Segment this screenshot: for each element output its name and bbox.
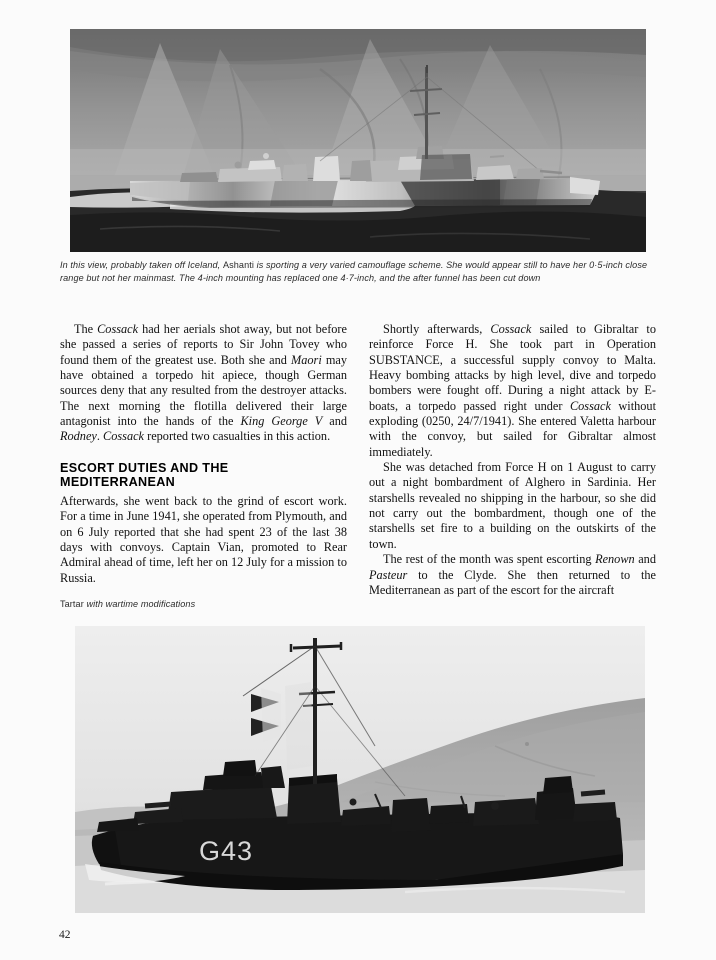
tartar-photograph-artwork xyxy=(75,626,645,913)
run-text: . xyxy=(96,429,104,444)
ashanti-photograph-artwork xyxy=(70,29,646,252)
run-text: without exploding (0250, 24/7/1941). She entered Valetta harbour with the convoy, but sailed for Gibraltar almost immediately. xyxy=(369,398,656,459)
caption-lead-text: In this view, probably taken off Iceland, xyxy=(60,260,223,270)
ship-name-pasteur: Pasteur xyxy=(369,567,408,582)
paragraph-renown-pasteur-escort xyxy=(369,552,656,598)
section-heading-line-1: ESCORT DUTIES AND THE xyxy=(60,460,229,475)
run-text: and xyxy=(322,414,347,429)
caption-ship-name: Tartar xyxy=(60,599,84,609)
ship-name-king-george-v: King George V xyxy=(240,414,323,429)
run-text: She was detached from Force H on 1 August to carry out a night bombardment of Alghero in Sardinia. Her starshells revealed no shipping in the harbour, so she did not carry out the bombardment, though one of the starshells set fire to a building on the outskirts of the town. xyxy=(369,460,656,551)
run-text: Afterwards, she went back to the grind of escort work. For a time in June 1941, she operated from Plymouth, and on 6 July reported that she had spent 23 of the last 38 days with convoys. Captain Vian, promoted to Rear Admiral ahead of time, left her on 12 July for a mission to Russia. xyxy=(60,493,347,585)
run-text: may have obtained a torpedo hit apiece, though German sources deny that any resulted from the destroyer attacks. The next morning the flotilla delivered their large antagonist into the hands of the xyxy=(60,352,347,429)
page-number: 42 xyxy=(59,929,71,941)
section-heading-escort-duties xyxy=(60,461,347,490)
run-text: reported two casualties in this action. xyxy=(144,429,331,444)
body-column-left xyxy=(60,322,347,586)
body-column-right xyxy=(369,322,656,598)
run-text: The xyxy=(74,322,98,336)
ship-name-cossack: Cossack xyxy=(97,322,139,336)
ship-name-maori: Maori xyxy=(291,352,322,367)
pennant-number-label: G43 xyxy=(199,836,254,866)
caption-rest-text: with wartime modifications xyxy=(83,599,196,609)
paragraph-escort-grind xyxy=(60,494,347,586)
run-text: Shortly afterwards, xyxy=(383,322,491,336)
paragraph-operation-substance xyxy=(369,322,656,460)
caption-rest-text: is sporting a very varied camouflage scheme. She would appear still to have her 0·5-inch close range but not her mainmast. The 4-inch mounting has replaced one 4·7-inch, and the after funnel has been cut down xyxy=(60,260,648,284)
run-text: to the Clyde. She then returned to the Mediterranean as part of the escort for the aircraft xyxy=(369,567,656,597)
paragraph-cossack-aerials xyxy=(60,322,347,445)
run-text: sailed to Gibraltar to reinforce Force H. She took part in Operation SUBSTANCE, a successful supply convoy to Malta. Heavy bombing attacks by high level, dive and torpedo bombers were fought off. During a night attack by E-boats, a torpedo passed right under xyxy=(369,322,656,413)
ship-name-cossack-2: Cossack xyxy=(569,398,611,413)
caption-ship-name: Ashanti xyxy=(222,260,254,270)
run-text: The rest of the month was spent escorting xyxy=(383,552,596,567)
run-text: had her aerials shot away, but not before she passed a series of reports to Sir John Tovey who found them of the greatest use. Both she and xyxy=(60,322,347,367)
ship-name-rodney: Rodney xyxy=(60,429,97,444)
ship-name-cossack: Cossack xyxy=(490,322,532,336)
section-heading-line-2: MEDITERRANEAN xyxy=(60,475,176,490)
tartar-photograph-caption xyxy=(60,598,460,611)
ship-name-cossack-2: Cossack xyxy=(103,429,145,444)
tartar-photograph xyxy=(75,626,645,913)
ashanti-photograph-caption xyxy=(60,259,652,285)
run-text: and xyxy=(634,552,656,567)
paragraph-alghero-bombardment xyxy=(369,460,656,552)
ship-name-renown: Renown xyxy=(595,552,635,567)
ashanti-photograph xyxy=(70,29,646,252)
